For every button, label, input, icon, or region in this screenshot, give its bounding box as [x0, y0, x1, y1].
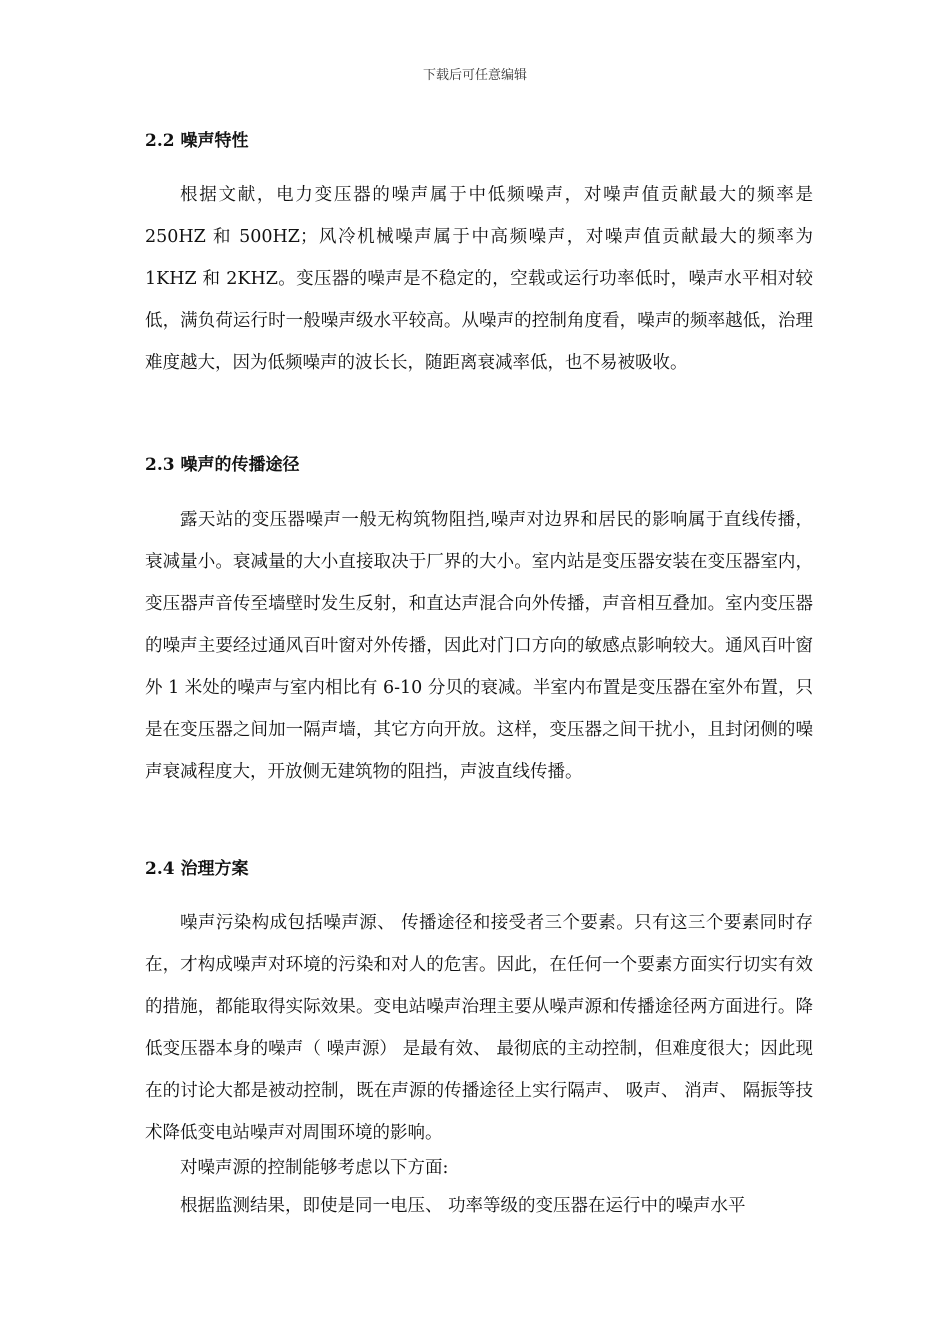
section-heading-2-2: 2.2 噪声特性 [145, 131, 249, 151]
paragraph: 对噪声源的控制能够考虑以下方面: [180, 1158, 449, 1178]
paragraph: 噪声污染构成包括噪声源、 传播途径和接受者三个要素。只有这三个要素同时存在，才构成噪声对环境的污染和对人的危害。因此，在任何一个要素方面实行切实有效的措施，都能取得实际效果。变电站噪声治理主要从噪声源和传播途径两方面进行。降低变压器本身的噪声（ 噪声源） 是最有效、 最彻底的主动控制，但难度很大；因此现在的讨论大都是被动控制，既在声源的传播途径上实行隔声、 吸声、 消声、 隔振等技术降低变电站噪声对周围环境的影响。 [145, 913, 813, 1143]
paragraph: 露天站的变压器噪声一般无构筑物阻挡,噪声对边界和居民的影响属于直线传播，衰减量小。衰减量的大小直接取决于厂界的大小。室内站是变压器安装在变压器室内，变压器声音传至墙壁时发生反射，和直达声混合向外传播，声音相互叠加。室内变压器的噪声主要经过通风百叶窗对外传播，因此对门口方向的敏感点影响较大。通风百叶窗外 1 米处的噪声与室内相比有 6-10 分贝的衰减。半室内布置是变压器在室外布置，只是在变压器之间加一隔声墙，其它方向开放。这样，变压器之间干扰小，且封闭侧的噪声衰减程度大，开放侧无建筑物的阻挡，声波直线传播。 [145, 510, 813, 782]
page-header: 下载后可任意编辑 [422, 68, 527, 83]
paragraph: 根据监测结果，即使是同一电压、 功率等级的变压器在运行中的噪声水平 [180, 1196, 746, 1216]
paragraph: 根据文献，电力变压器的噪声属于中低频噪声，对噪声值贡献最大的频率是 250HZ 和 500HZ；风冷机械噪声属于中高频噪声，对噪声值贡献最大的频率为 1KHZ 和 2KHZ。变压器的噪声是不稳定的，空载或运行功率低时，噪声水平相对较低，满负荷运行时一般噪声级水平较高。从噪声的控制角度看，噪声的频率越低，治理难度越大，因为低频噪声的波长长，随距离衰减率低，也不易被吸收。 [145, 185, 813, 373]
section-heading-2-4: 2.4 治理方案 [145, 859, 249, 879]
section-heading-2-3: 2.3 噪声的传播途径 [145, 455, 300, 475]
